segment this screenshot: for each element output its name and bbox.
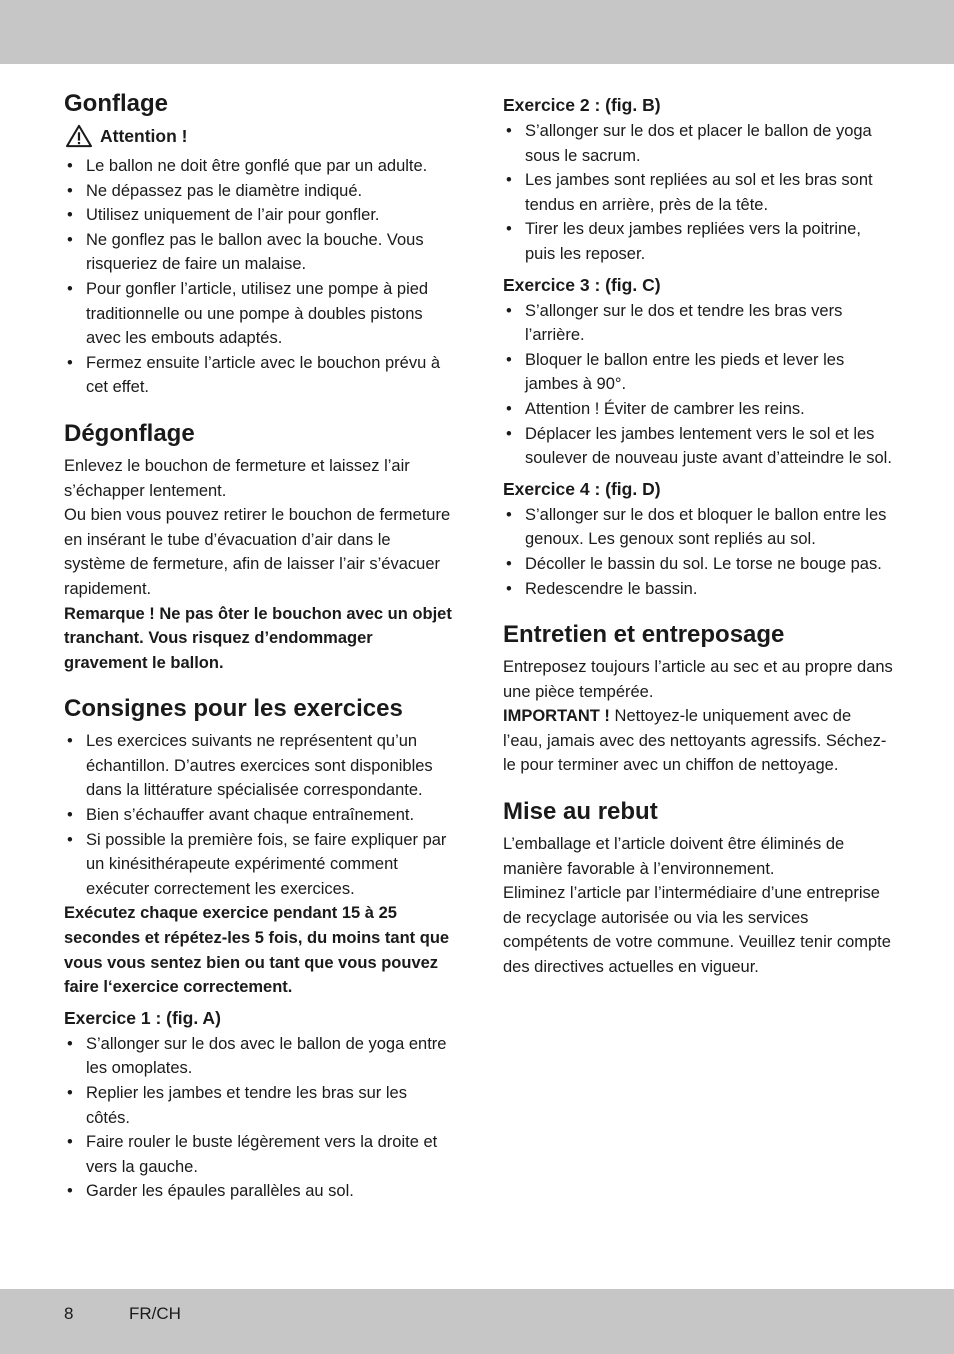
list-item: • Bloquer le ballon entre les pieds et lever les jambes à 90°. bbox=[503, 348, 895, 397]
list-item: • S’allonger sur le dos et bloquer le ballon entre les genoux. Les genoux sont repliés au sol. bbox=[503, 503, 895, 552]
paragraph: Enlevez le bouchon de fermeture et laissez l’air s’échapper lentement. bbox=[64, 456, 410, 500]
list-item: • Replier les jambes et tendre les bras sur les côtés. bbox=[64, 1081, 454, 1130]
gonflage-list bbox=[64, 154, 454, 400]
exercise-instruction-note: Exécutez chaque exercice pendant 15 à 25 secondes et répétez-les 5 fois, du moins tant que vous vous sentez bien ou tant que vous pouvez faire l‘exercice correctement. bbox=[64, 904, 450, 997]
list-item: • Si possible la première fois, se faire expliquer par un kinésithérapeute expérimenté comment exécuter correctement les exercices. bbox=[64, 828, 454, 902]
list-item: • Redescendre le bassin. bbox=[503, 577, 895, 602]
subsection-title: Exercice 1 : (fig. A) bbox=[64, 1007, 221, 1028]
section-exercice-1 bbox=[64, 1006, 454, 1204]
remark-note: Remarque ! Ne pas ôter le bouchon avec un objet tranchant. Vous risquez d’endommager gravement le ballon. bbox=[64, 604, 452, 672]
consignes-list bbox=[64, 729, 454, 901]
subsection-title: Exercice 3 : (fig. C) bbox=[503, 274, 661, 295]
right-column bbox=[503, 93, 895, 980]
section-exercice-4 bbox=[503, 477, 895, 601]
locale-label: FR/CH bbox=[129, 1304, 181, 1323]
exercice2-list bbox=[503, 119, 895, 267]
section-title: Gonflage bbox=[64, 90, 169, 117]
important-paragraph bbox=[503, 704, 895, 778]
list-item: • Ne dépassez pas le diamètre indiqué. bbox=[64, 179, 454, 204]
important-label: IMPORTANT ! bbox=[503, 707, 610, 726]
list-item: • Fermez ensuite l’article avec le bouchon prévu à cet effet. bbox=[64, 351, 454, 400]
left-column bbox=[64, 88, 454, 1204]
list-item: • Les exercices suivants ne représentent qu’un échantillon. D’autres exercices sont disponibles dans la littérature spécialisée correspondante. bbox=[64, 729, 454, 803]
list-item: • S’allonger sur le dos et tendre les bras vers l’arrière. bbox=[503, 299, 895, 348]
paragraph: Eliminez l’article par l’intermédiaire d’une entreprise de recyclage autorisée ou via les services compétents de votre commune. Veuillez tenir compte des directives actuelles en vigueur. bbox=[503, 884, 891, 977]
attention-label: Attention ! bbox=[100, 125, 188, 146]
section-degonflage bbox=[64, 418, 454, 675]
section-entretien bbox=[503, 619, 895, 778]
list-item: • S’allonger sur le dos et placer le ballon de yoga sous le sacrum. bbox=[503, 119, 895, 168]
list-item: • Ne gonflez pas le ballon avec la bouche. Vous risqueriez de faire un malaise. bbox=[64, 228, 454, 277]
header-band bbox=[0, 0, 954, 64]
list-item: • S’allonger sur le dos avec le ballon de yoga entre les omoplates. bbox=[64, 1032, 454, 1081]
paragraph: Entreposez toujours l’article au sec et au propre dans une pièce tempérée. bbox=[503, 658, 893, 701]
section-consignes bbox=[64, 693, 454, 1000]
section-title: Dégonflage bbox=[64, 419, 195, 447]
important-text: Nettoyez-le uniquement avec de l’eau, jamais avec des nettoyants agressifs. Séchez-le pour terminer avec un chiffon de nettoyage. bbox=[503, 707, 887, 775]
section-exercice-3 bbox=[503, 273, 895, 471]
section-title: Mise au rebut bbox=[503, 798, 658, 826]
list-item: • Déplacer les jambes lentement vers le sol et les soulever de nouveau juste avant d’atteindre le sol. bbox=[503, 422, 895, 471]
section-rebut bbox=[503, 796, 895, 980]
subsection-title: Exercice 4 : (fig. D) bbox=[503, 478, 661, 499]
list-item: • Faire rouler le buste légèrement vers la droite et vers la gauche. bbox=[64, 1130, 454, 1179]
list-item: • Attention ! Éviter de cambrer les reins. bbox=[503, 397, 895, 422]
section-gonflage bbox=[64, 88, 454, 400]
section-exercice-2 bbox=[503, 93, 895, 267]
list-item: • Tirer les deux jambes repliées vers la poitrine, puis les reposer. bbox=[503, 217, 895, 266]
paragraph: Ou bien vous pouvez retirer le bouchon de fermeture en insérant le tube d’évacuation d’air dans le système de fermeture, afin de laisser l’air s’évacuer rapidement. bbox=[64, 506, 451, 598]
attention-callout bbox=[64, 124, 454, 148]
section-title: Entretien et entreposage bbox=[503, 621, 785, 649]
list-item: • Pour gonfler l’article, utilisez une pompe à pied traditionnelle ou une pompe à doubles pistons avec les embouts adaptés. bbox=[64, 277, 454, 351]
paragraph: L’emballage et l’article doivent être éliminés de manière favorable à l’environnement. bbox=[503, 835, 845, 878]
list-item: • Garder les épaules parallèles au sol. bbox=[64, 1179, 454, 1204]
exercice3-list bbox=[503, 299, 895, 471]
subsection-title: Exercice 2 : (fig. B) bbox=[503, 95, 661, 115]
warning-triangle-icon bbox=[64, 124, 94, 148]
list-item: • Utilisez uniquement de l’air pour gonfler. bbox=[64, 203, 454, 228]
list-item: • Le ballon ne doit être gonflé que par un adulte. bbox=[64, 154, 454, 179]
list-item: • Les jambes sont repliées au sol et les bras sont tendus en arrière, près de la tête. bbox=[503, 168, 895, 217]
exercice4-list bbox=[503, 503, 895, 601]
page-number: 8 bbox=[64, 1304, 74, 1323]
list-item: • Bien s’échauffer avant chaque entraînement. bbox=[64, 803, 454, 828]
section-title: Consignes pour les exercices bbox=[64, 695, 403, 723]
exercice1-list bbox=[64, 1032, 454, 1204]
list-item: • Décoller le bassin du sol. Le torse ne bouge pas. bbox=[503, 552, 895, 577]
